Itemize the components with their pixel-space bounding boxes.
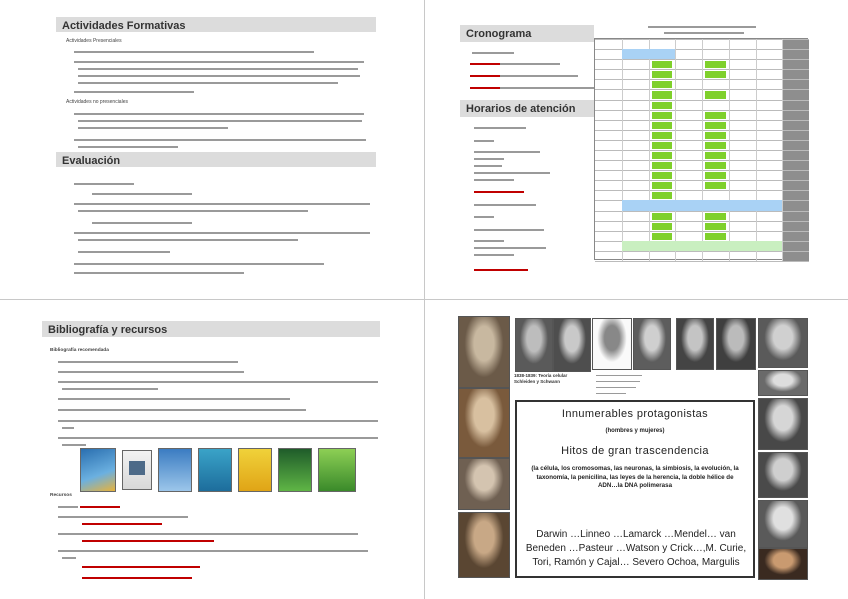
schedule-col-line xyxy=(649,39,650,261)
text-line xyxy=(472,52,514,54)
schedule-green-cell xyxy=(705,61,726,68)
book-cover xyxy=(122,450,152,490)
schedule-green-cell xyxy=(652,122,673,129)
hitos-title: Hitos de gran trascendencia xyxy=(561,445,709,457)
link-line[interactable] xyxy=(82,523,162,525)
schedule-col-line xyxy=(622,39,623,261)
text-line xyxy=(58,381,378,383)
portrait-photo xyxy=(676,318,714,370)
portrait-photo xyxy=(515,318,553,372)
schedule-green-cell xyxy=(705,71,726,78)
slide-heading-horarios: Horarios de atención xyxy=(460,100,594,117)
text-line xyxy=(74,51,314,53)
subheading-no-presenciales: Actividades no presenciales xyxy=(66,99,128,105)
portrait-photo xyxy=(458,512,510,578)
caption-teoria-celular: 1838-1839: Teoría celular Schleiden y Schwann xyxy=(514,373,568,384)
text-line xyxy=(474,165,502,167)
text-line xyxy=(74,91,194,93)
subheading-recursos: Recursos xyxy=(50,493,72,498)
text-line xyxy=(78,210,308,212)
text-line xyxy=(78,127,228,129)
text-line xyxy=(92,222,192,224)
text-line xyxy=(74,61,364,63)
text-line xyxy=(470,75,500,77)
text-line xyxy=(74,232,370,234)
schedule-col-line xyxy=(702,39,703,261)
schedule-col-line xyxy=(756,39,757,261)
schedule-lightgreen-band xyxy=(622,241,783,251)
schedule-green-cell xyxy=(652,81,673,88)
text-line xyxy=(470,87,500,89)
schedule-blue-band xyxy=(622,200,783,210)
text-line xyxy=(474,254,514,256)
schedule-blue-band xyxy=(622,49,676,59)
hitos-list: (la célula, los cromosomas, las neuronas, la simbiosis, la evolución, la taxonomía, la penicilina, las leyes de la herencia, la doble hélice de ADN…la DNA polimerasa xyxy=(531,465,739,489)
slide-heading-cronograma: Cronograma xyxy=(460,25,594,42)
text-line xyxy=(596,393,626,394)
schedule-green-cell xyxy=(705,112,726,119)
schedule-green-cell xyxy=(705,172,726,179)
text-line xyxy=(474,151,540,153)
subheading-bibliografia: Bibliografía recomendada xyxy=(50,348,109,353)
schedule-green-cell xyxy=(705,223,726,230)
text-line xyxy=(74,183,134,185)
text-line xyxy=(596,387,636,388)
text-line xyxy=(78,68,358,70)
book-cover xyxy=(198,448,232,492)
text-line xyxy=(470,63,500,65)
text-line xyxy=(74,263,324,265)
schedule-row-line xyxy=(595,261,809,262)
book-cover xyxy=(318,448,356,492)
link-line[interactable] xyxy=(80,506,120,508)
portrait-photo xyxy=(758,452,808,498)
schedule-green-cell xyxy=(652,112,673,119)
schedule-green-cell xyxy=(652,182,673,189)
portrait-photo xyxy=(758,318,808,368)
book-cover xyxy=(278,448,312,492)
text-line xyxy=(78,120,362,122)
text-line xyxy=(500,63,560,65)
text-line xyxy=(596,381,640,382)
names-list: Darwin …Linneo …Lamarck …Mendel… van Beneden …Pasteur …Watson y Crick…,M. Curie, Tori, Ramón y Cajal… Severo Ochoa, Margulis xyxy=(525,529,747,568)
text-line xyxy=(474,247,546,249)
text-line xyxy=(58,550,368,552)
text-line xyxy=(474,229,544,231)
portrait-photo xyxy=(633,318,671,370)
text-line xyxy=(78,75,360,77)
caption-box xyxy=(596,373,648,401)
text-line xyxy=(58,409,306,411)
text-line xyxy=(474,140,494,142)
portrait-photo xyxy=(458,388,510,458)
schedule-green-cell xyxy=(652,91,673,98)
schedule-green-cell xyxy=(705,233,726,240)
schedule-green-cell xyxy=(652,132,673,139)
text-line xyxy=(58,398,290,400)
book-cover xyxy=(158,448,192,492)
text-line xyxy=(62,427,74,429)
text-line xyxy=(474,179,514,181)
book-cover xyxy=(80,448,116,492)
text-line xyxy=(78,82,338,84)
portrait-photo xyxy=(758,548,808,580)
text-line xyxy=(58,437,378,439)
text-line xyxy=(92,193,192,195)
schedule-green-cell xyxy=(652,142,673,149)
schedule-green-cell xyxy=(652,71,673,78)
slide-heading-evaluacion: Evaluación xyxy=(56,152,376,167)
divider-horizontal xyxy=(0,299,848,300)
text-line xyxy=(474,191,524,193)
schedule-green-cell xyxy=(652,233,673,240)
text-line xyxy=(78,251,170,253)
schedule-green-cell xyxy=(652,102,673,109)
schedule-col-line xyxy=(675,39,676,261)
schedule-green-cell xyxy=(652,172,673,179)
text-line xyxy=(62,557,76,559)
text-line xyxy=(78,146,178,148)
portrait-photo xyxy=(458,316,510,388)
schedule-green-cell xyxy=(652,213,673,220)
portrait-photo xyxy=(553,318,591,372)
text-line xyxy=(58,361,238,363)
text-line xyxy=(500,75,578,77)
text-line xyxy=(474,172,550,174)
portrait-photo xyxy=(716,318,756,370)
portrait-photo xyxy=(592,318,632,370)
portrait-photo xyxy=(758,500,808,548)
text-line xyxy=(474,127,526,129)
text-line xyxy=(58,371,244,373)
text-line xyxy=(78,239,298,241)
schedule-green-cell xyxy=(705,142,726,149)
text-line xyxy=(74,139,366,141)
schedule-green-cell xyxy=(705,213,726,220)
schedule-green-cell xyxy=(652,61,673,68)
schedule-title-line xyxy=(648,26,756,28)
schedule-grid xyxy=(594,38,808,260)
text-line xyxy=(500,87,596,89)
text-line xyxy=(474,240,504,242)
text-line xyxy=(474,204,536,206)
text-line xyxy=(474,216,494,218)
portrait-photo xyxy=(758,398,808,450)
schedule-col-line xyxy=(782,39,783,261)
schedule-title-line xyxy=(664,32,744,34)
text-line xyxy=(62,388,158,390)
schedule-green-cell xyxy=(705,182,726,189)
schedule-green-cell xyxy=(652,152,673,159)
link-line[interactable] xyxy=(82,577,192,579)
text-line xyxy=(74,113,364,115)
slide-actividades xyxy=(0,0,424,299)
text-line xyxy=(58,420,378,422)
schedule-green-cell xyxy=(705,132,726,139)
text-line xyxy=(74,272,244,274)
text-line xyxy=(596,375,642,376)
slide-heading-actividades: Actividades Formativas xyxy=(56,17,376,32)
text-line xyxy=(58,533,358,535)
schedule-green-cell xyxy=(705,162,726,169)
text-line xyxy=(62,444,86,446)
portrait-photo xyxy=(758,370,808,396)
subheading-presenciales: Actividades Presenciales xyxy=(66,38,122,44)
schedule-green-cell xyxy=(705,152,726,159)
schedule-green-cell xyxy=(652,192,673,199)
book-cover xyxy=(238,448,272,492)
text-line xyxy=(474,158,504,160)
schedule-green-cell xyxy=(705,122,726,129)
text-line xyxy=(474,269,528,271)
protagonistas-subtitle: (hombres y mujeres) xyxy=(605,428,665,434)
schedule-green-cell xyxy=(705,91,726,98)
schedule-green-cell xyxy=(652,223,673,230)
text-line xyxy=(58,506,78,508)
text-line xyxy=(74,203,370,205)
text-line xyxy=(58,516,188,518)
link-line[interactable] xyxy=(82,540,214,542)
slide-heading-bibliografia: Bibliografía y recursos xyxy=(42,321,380,337)
schedule-col-line xyxy=(729,39,730,261)
schedule-green-cell xyxy=(652,162,673,169)
link-line[interactable] xyxy=(82,566,200,568)
protagonistas-title: Innumerables protagonistas xyxy=(561,408,709,420)
portrait-photo xyxy=(458,458,510,510)
